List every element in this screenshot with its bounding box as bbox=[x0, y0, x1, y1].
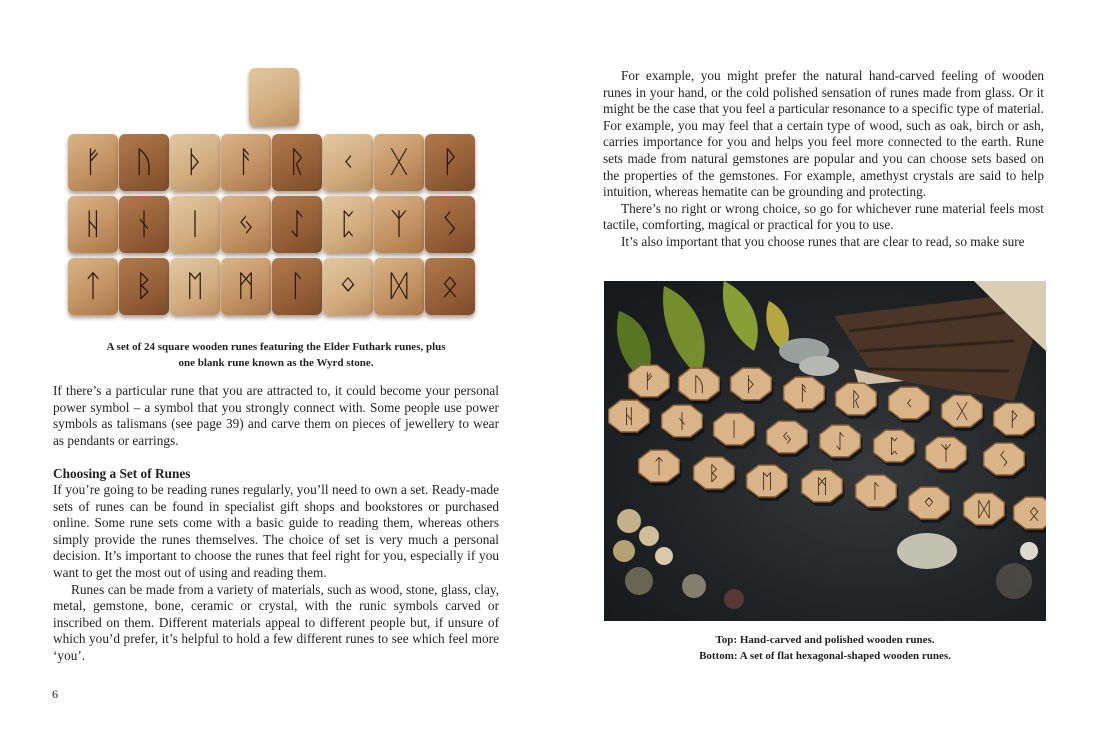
hex-rune-piece bbox=[714, 413, 757, 449]
hexagonal-runes-illustration bbox=[604, 281, 1046, 621]
rune-glyph: ᛁ bbox=[186, 206, 204, 242]
hex-rune-piece bbox=[856, 475, 899, 511]
hex-rune-piece bbox=[820, 425, 863, 461]
stone bbox=[897, 533, 957, 569]
hex-rune-glyph: ᚱ bbox=[850, 387, 862, 411]
caption-line: Bottom: A set of flat hexagonal-shaped wooden runes. bbox=[699, 650, 951, 662]
hex-rune-piece bbox=[984, 443, 1027, 479]
hex-rune-piece bbox=[747, 465, 790, 501]
paragraph-choosing-set bbox=[53, 482, 499, 665]
hex-rune-glyph: ᚾ bbox=[676, 409, 688, 433]
hex-rune-piece bbox=[767, 421, 810, 457]
paragraph: It’s also important that you choose runes that are clear to read, so make sure bbox=[621, 233, 1025, 249]
hex-rune-glyph: ᛊ bbox=[998, 447, 1010, 471]
hex-rune-glyph: ᚺ bbox=[623, 404, 635, 428]
hex-rune-glyph: ᛇ bbox=[834, 429, 846, 453]
hex-rune-piece bbox=[836, 383, 879, 419]
hex-rune-glyph: ᚨ bbox=[798, 381, 810, 405]
rune-glyph: ᚾ bbox=[135, 206, 153, 242]
stone bbox=[799, 356, 839, 376]
hex-rune-piece bbox=[639, 450, 682, 486]
rune-glyph: ᚺ bbox=[84, 206, 102, 242]
rune-glyph: ᚱ bbox=[288, 144, 306, 180]
hex-rune-glyph: ᚠ bbox=[643, 369, 655, 393]
hex-rune-piece bbox=[679, 368, 722, 404]
rune-tile bbox=[374, 258, 424, 315]
hex-rune-piece bbox=[942, 395, 985, 431]
hex-rune-piece bbox=[909, 487, 952, 523]
hex-rune-glyph: ᛏ bbox=[653, 454, 665, 478]
hex-rune-glyph: ᛚ bbox=[870, 479, 882, 503]
hex-rune-piece bbox=[1014, 497, 1046, 533]
rune-glyph: ᛃ bbox=[237, 206, 255, 242]
rune-tile bbox=[323, 258, 373, 315]
caption-line: Top: Hand-carved and polished wooden runes. bbox=[715, 634, 935, 646]
rune-tile bbox=[272, 196, 322, 253]
paragraph: There’s no right or wrong choice, so go for whichever rune material feels most tactile, comforting, magical or practical for you to use. bbox=[603, 200, 1044, 233]
hex-rune-glyph: ᛖ bbox=[761, 469, 773, 493]
rune-glyph: ᛖ bbox=[186, 268, 204, 304]
hex-rune-glyph: ᛟ bbox=[1028, 501, 1040, 525]
hex-rune-piece bbox=[731, 368, 774, 404]
hex-rune-glyph: ᛞ bbox=[978, 497, 990, 521]
rune-glyph: ᛟ bbox=[441, 268, 459, 304]
rune-tile bbox=[221, 196, 271, 253]
rune-glyph: ᛏ bbox=[84, 268, 102, 304]
hex-rune-piece bbox=[802, 470, 845, 506]
rune-glyph: ᛞ bbox=[390, 268, 408, 304]
right-page bbox=[550, 0, 1100, 729]
wooden-runes-photo bbox=[62, 62, 486, 334]
hex-rune-glyph: ᛈ bbox=[888, 434, 900, 458]
paragraph: For example, you might prefer the natural hand-carved feeling of wooden runes in your hand, or the cold polished sensation of runes made from glass. Or it might be the case that you feel a particular resonance to a specific type of material. For example, you may feel that a certain type of wood, such as oak, birch or ash, carries importance for you and helps you feel more connected to the earth. Rune sets made from natural gemstones are popular and you can choose sets based on the properties of the gemstones. For example, amethyst crystals are said to help intuition, whereas hematite can be grounding and protecting. bbox=[603, 68, 1044, 200]
rune-tile bbox=[272, 134, 322, 191]
rune-tile bbox=[170, 196, 220, 253]
left-photo-caption bbox=[56, 339, 496, 371]
hex-rune-piece bbox=[994, 403, 1037, 439]
hex-rune-glyph: ᛁ bbox=[728, 417, 740, 441]
hex-rune-piece bbox=[889, 387, 932, 423]
hex-rune-glyph: ᚲ bbox=[903, 391, 915, 415]
rune-glyph: ᛒ bbox=[135, 268, 153, 304]
hex-rune-glyph: ᛉ bbox=[940, 441, 952, 465]
rune-tile bbox=[68, 258, 118, 315]
hex-rune-piece bbox=[694, 457, 737, 493]
rune-glyph: ᚷ bbox=[390, 144, 408, 180]
rune-glyph: ᚲ bbox=[339, 144, 357, 180]
right-page-text bbox=[603, 68, 1044, 251]
paragraph: If you’re going to be reading runes regularly, you’ll need to own a set. Ready-made sets of runes can be found in specialist gift shops and bookstores or purchased online. Some rune sets come with a basic guide to reading them, whereas others simply provide the runes themselves. The choice of set is very much a personal decision. It’s important to choose the runes that feel right for you, especially if you want to get the most out of using and reading them. bbox=[53, 482, 499, 580]
hex-rune-piece bbox=[926, 437, 969, 473]
rune-tile bbox=[221, 258, 271, 315]
rune-tile bbox=[170, 258, 220, 315]
rune-tile bbox=[272, 258, 322, 315]
rune-tile bbox=[170, 134, 220, 191]
rune-tile bbox=[68, 134, 118, 191]
rune-glyph: ᛉ bbox=[390, 206, 408, 242]
rune-glyph: ᛜ bbox=[339, 268, 357, 304]
hex-rune-piece bbox=[784, 377, 827, 413]
rune-tile bbox=[374, 134, 424, 191]
hex-rune-glyph: ᛜ bbox=[923, 491, 935, 515]
hex-rune-piece bbox=[609, 400, 652, 436]
rune-tile bbox=[425, 134, 475, 191]
rune-glyph: ᚦ bbox=[186, 144, 204, 180]
caption-line: A set of 24 square wooden runes featuring the Elder Futhark runes, plus bbox=[106, 341, 446, 353]
rune-glyph: ᛈ bbox=[339, 206, 357, 242]
caption-line: one blank rune known as the Wyrd stone. bbox=[178, 357, 374, 369]
rune-tile bbox=[425, 196, 475, 253]
hexagonal-runes-photo bbox=[604, 281, 1046, 621]
section-heading: Choosing a Set of Runes bbox=[53, 466, 191, 481]
rune-glyph: ᛇ bbox=[288, 206, 306, 242]
rune-glyph: ᚠ bbox=[84, 144, 102, 180]
rune-tile bbox=[68, 196, 118, 253]
hex-rune-glyph: ᚦ bbox=[745, 372, 757, 396]
rune-tile bbox=[119, 258, 169, 315]
hex-rune-piece bbox=[629, 365, 672, 401]
rune-glyph: ᛗ bbox=[237, 268, 255, 304]
hex-rune-piece bbox=[662, 405, 705, 441]
rune-tile bbox=[119, 196, 169, 253]
rune-glyph: ᚨ bbox=[237, 144, 255, 180]
leaf-icon bbox=[723, 281, 758, 351]
rune-tile bbox=[425, 258, 475, 315]
rune-tile bbox=[323, 134, 373, 191]
paragraph: Runes can be made from a variety of materials, such as wood, stone, glass, clay, metal, gemstone, bone, ceramic or crystal, with the runic symbols carved or inscribed on them. Different materials appeal to different people but, if unsure of which you’d prefer, it’s helpful to hold a few different runes to see which feel more ‘you’. bbox=[53, 581, 499, 663]
rune-glyph: ᛊ bbox=[441, 206, 459, 242]
paragraph-personal-rune: If there’s a particular rune that you are attracted to, it could become your personal power symbol – a symbol that you strongly connect with. Some people use power symbols as talismans (see page 39) and carve them on pieces of jewellery to wear as pendants or earrings. bbox=[53, 383, 499, 448]
rune-tile bbox=[323, 196, 373, 253]
hex-rune-glyph: ᛗ bbox=[816, 474, 828, 498]
leaf-icon bbox=[663, 286, 705, 376]
rune-tile bbox=[374, 196, 424, 253]
rune-tile bbox=[119, 134, 169, 191]
rune-tile bbox=[221, 134, 271, 191]
hex-rune-glyph: ᚹ bbox=[1008, 407, 1020, 431]
hex-rune-glyph: ᚷ bbox=[956, 399, 968, 423]
rune-glyph: ᚢ bbox=[135, 144, 153, 180]
hex-rune-glyph: ᛃ bbox=[781, 425, 793, 449]
hex-rune-glyph: ᚢ bbox=[693, 372, 705, 396]
blank-wyrd-rune-tile bbox=[249, 68, 299, 126]
page-number: 6 bbox=[52, 687, 58, 701]
rune-glyph: ᚹ bbox=[441, 144, 459, 180]
right-photo-caption bbox=[604, 632, 1046, 664]
rune-glyph: ᛚ bbox=[288, 268, 306, 304]
hex-rune-piece bbox=[874, 430, 917, 466]
hex-rune-piece bbox=[964, 493, 1007, 529]
hex-rune-glyph: ᛒ bbox=[708, 461, 720, 485]
